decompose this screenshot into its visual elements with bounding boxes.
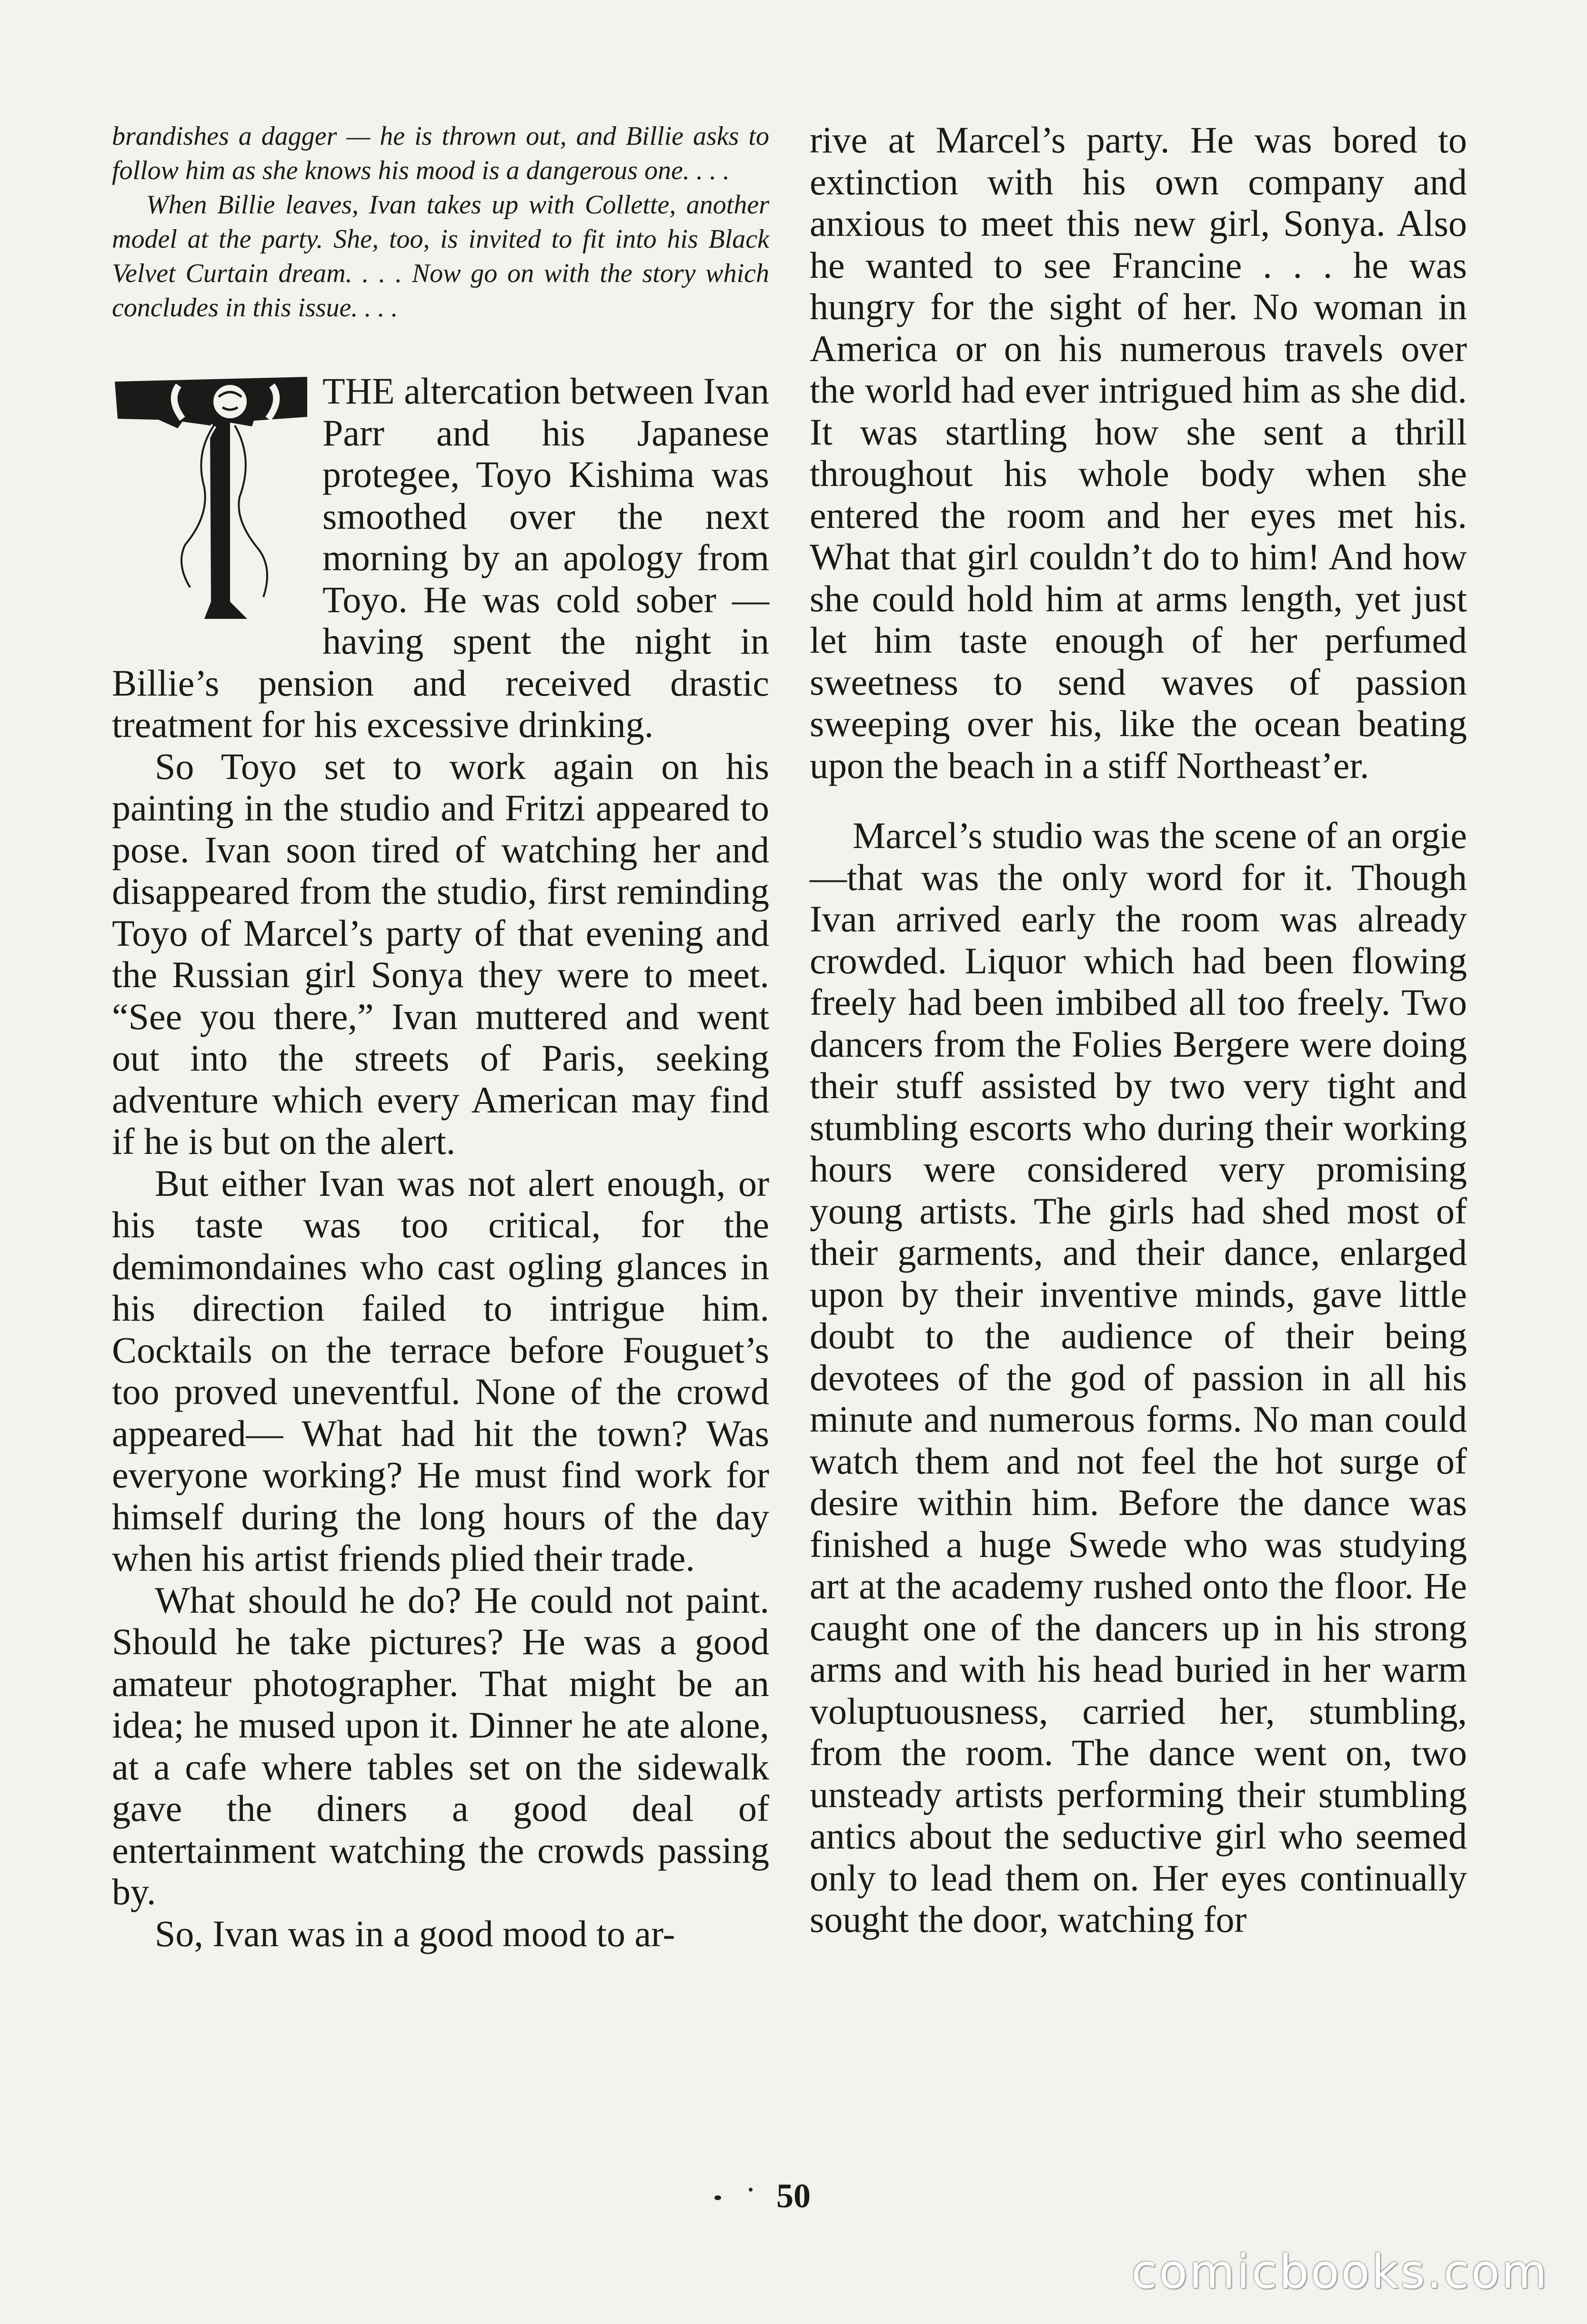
watermark: comicbooks.com <box>1131 2245 1549 2299</box>
print-speck <box>749 2188 753 2192</box>
story-paragraph: Marcel’s studio was the scene of an orgie—that was the only word for it. Though Ivan arrived early the room was already crowded. Liquor which had been flowing freely had been imbibed all too freely. Two dancers from the Folies Bergere were doing their stuff assisted by two very tight and stumbling escorts who during their working hours were considered very promising young artists. The girls had shed most of their garments, and their dance, enlarged upon by their inventive minds, gave little doubt to the audience of their being devotees of the god of passion in all his minute and numerous forms. No man could watch them and not feel the hot surge of desire within him. Before the dance was finished a huge Swede who was studying art at the academy rushed onto the floor. He caught one of the dancers up in his strong arms and with his head buried in her warm voluptuousness, carried her, stumbling, from the room. The dance went on, two unsteady artists performing their stumbling antics about the seductive girl who seemed only to lead them on. Her eyes continually sought the door, watching for <box>810 815 1467 1940</box>
story-paragraph: So Toyo set to work again on his painting in the studio and Fritzi appeared to pose. Ivan soon tired of watching her and disappeared from the studio, first reminding Toyo of Marcel’s party of that evening and the Russian girl Sonya they were to meet. “See you there,” Ivan muttered and went out into the streets of Paris, seeking adventure which every American may find if he is but on the alert. <box>112 745 769 1162</box>
story-paragraph: So, Ivan was in a good mood to ar- <box>155 1912 675 1954</box>
intro-paragraph-2: When Billie leaves, Ivan takes up with Collette, another model at the party. She, too, is invited to fit into his Black Velvet Curtain dream. . . . Now go on with the story which concludes in this issue. . . . <box>112 190 769 323</box>
story-paragraph: But either Ivan was not alert enough, or his taste was too critical, for the demimondaines who cast ogling glances in his direction failed to intrigue him. Cocktails on the terrace before Fouguet’s too proved uneventful. None of the crowd appeared— What had hit the town? Was everyone working? He must find work for himself during the long hours of the day when his artist friends plied their trade. <box>112 1162 769 1579</box>
intro-paragraph-1: brandishes a dagger — he is thrown out, and Billie asks to follow him as she knows his mood is a dangerous one. . . . <box>112 121 769 185</box>
illustrated-drop-cap-t <box>111 373 311 624</box>
print-speck <box>714 2195 721 2200</box>
story-text: THE altercation between Ivan Parr and his Japanese protegee, Toyo Kishima was smoothed over the next morning by an apology from Toyo. He was cold sober —having spent the night in Billie’s pension and received drastic treatment for his excessive drinking. <box>112 370 769 745</box>
page-number: 50 <box>776 2177 811 2215</box>
story-paragraph: What should he do? He could not paint. Should he take pictures? He was a good amateur photographer. That might be an idea; he mused upon it. Dinner he ate alone, at a cafe where tables set on the sidewalk gave the diners a good deal of entertainment watching the crowds passing by. <box>112 1579 769 1912</box>
right-column <box>810 119 1467 1940</box>
drop-cap-figure-icon <box>111 373 311 624</box>
intro-summary <box>112 119 769 325</box>
story-paragraph <box>112 370 769 746</box>
left-column <box>112 119 769 1954</box>
story-paragraph: rive at Marcel’s party. He was bored to extinction with his own company and anxious to meet this new girl, Sonya. Also he wanted to see Francine . . . he was hungry for the sight of her. No woman in America or on his numerous travels over the world had ever intrigued him as she did. It was startling how she sent a thrill throughout his whole body when she entered the room and her eyes met his. What that girl couldn’t do to him! And how she could hold him at arms length, yet just let him taste enough of her perfumed sweetness to send waves of passion sweeping over his, like the ocean beating upon the beach in a stiff Northeast’er. <box>810 119 1467 786</box>
